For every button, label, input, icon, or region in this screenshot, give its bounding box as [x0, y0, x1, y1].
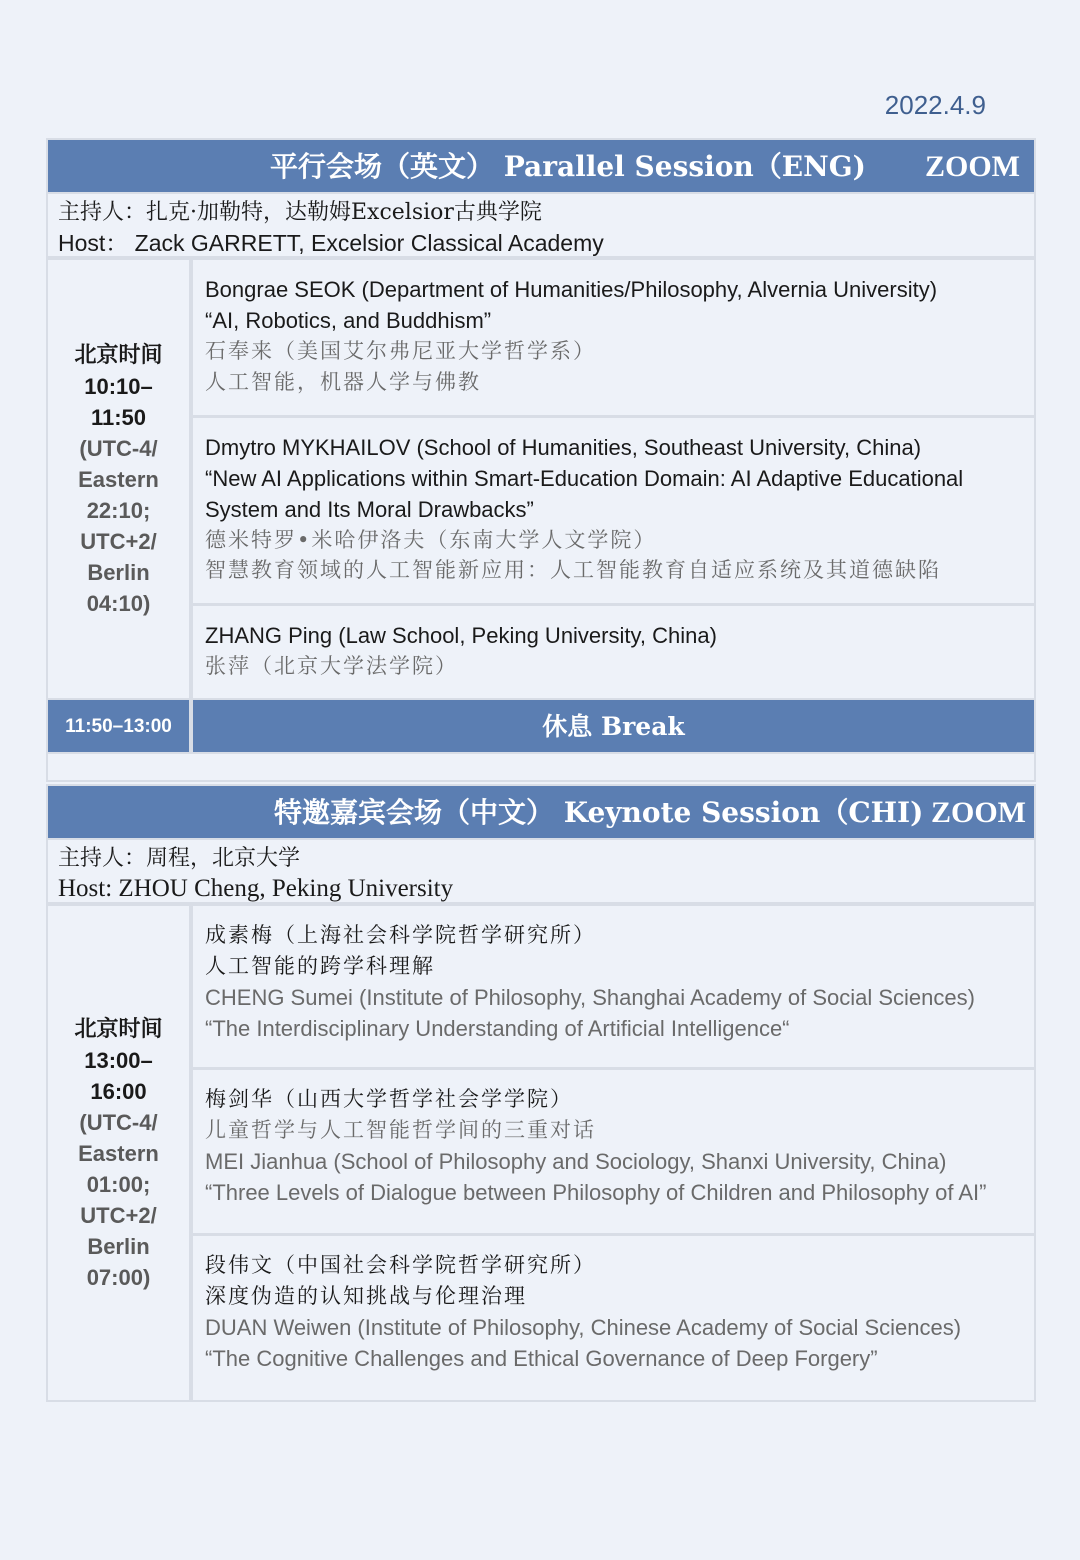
- speaker-name-en: Bongrae SEOK (Department of Humanities/Philosophy, Alvernia University): [205, 277, 938, 302]
- talk-title-en: “The Interdisciplinary Understanding of Artificial Intelligence“: [205, 1016, 790, 1041]
- speaker-name-cn: 德米特罗•米哈伊洛夫（东南大学人文学院）: [205, 528, 657, 552]
- parallel-session-table: [46, 138, 1036, 782]
- time-label: 北京时间: [74, 341, 163, 368]
- speaker-name-cn: 石奉来（美国艾尔弗尼亚大学哲学系）: [205, 339, 596, 363]
- talk-title-en: “New AI Applications within Smart-Education Domain: AI Adaptive Educational System and Its Moral Drawbacks”: [205, 466, 964, 522]
- host-cn: 主持人：周程，北京大学: [58, 846, 301, 871]
- session-time: [48, 906, 193, 1400]
- host-en: Host: ZHOU Cheng, Peking University: [58, 875, 454, 902]
- time-range-start: 13:00–: [84, 1047, 153, 1073]
- speaker-name-en: Dmytro MYKHAILOV (School of Humanities, Southeast University, China): [205, 435, 922, 460]
- talk-title-en: “AI, Robotics, and Buddhism”: [205, 308, 492, 333]
- session-body: [48, 906, 1034, 1400]
- talk-title-cn: 智慧教育领域的人工智能新应用：人工智能教育自适应系统及其道德缺陷: [205, 558, 941, 582]
- timezone-line: Eastern: [78, 1140, 159, 1166]
- schedule-date: 2022.4.9: [884, 90, 986, 120]
- keynote-session-table: [46, 784, 1036, 1402]
- talk-title-cn: 人工智能，机器人学与佛教: [205, 370, 481, 394]
- timezone-line: UTC+2/: [80, 528, 157, 554]
- time-range-start: 10:10–: [84, 373, 153, 399]
- speaker-entry: [193, 606, 1034, 698]
- time-range-end: 16:00: [90, 1078, 147, 1104]
- talk-title-cn: 深度伪造的认知挑战与伦理治理: [205, 1284, 527, 1308]
- timezone-line: Berlin: [87, 559, 150, 585]
- timezone-line: Berlin: [87, 1233, 150, 1259]
- speaker-entry: [193, 1236, 1034, 1400]
- speaker-name-en: ZHANG Ping (Law School, Peking University, China): [205, 623, 717, 648]
- talk-title-en: “The Cognitive Challenges and Ethical Governance of Deep Forgery”: [205, 1346, 878, 1371]
- speaker-name-cn: 成素梅（上海社会科学院哲学研究所）: [205, 923, 596, 947]
- timezone-line: UTC+2/: [80, 1202, 157, 1228]
- speaker-name-en: MEI Jianhua (School of Philosophy and Sociology, Shanxi University, China): [205, 1149, 947, 1174]
- timezone-line: 04:10): [86, 590, 151, 616]
- speaker-entry: [193, 418, 1034, 606]
- timezone-line: 01:00;: [86, 1171, 151, 1197]
- platform-label: ZOOM: [925, 150, 1020, 183]
- speaker-entry: [193, 260, 1034, 418]
- timezone-line: Eastern: [78, 466, 159, 492]
- speaker-name-cn: 段伟文（中国社会科学院哲学研究所）: [205, 1253, 596, 1277]
- host-en: Host： Zack GARRETT, Excelsior Classical Academy: [58, 230, 604, 256]
- speaker-name-cn: 张萍（北京大学法学院）: [205, 654, 458, 678]
- timezone-line: (UTC-4/: [79, 1109, 158, 1135]
- timezone-line: 07:00): [86, 1264, 151, 1290]
- break-row: [48, 698, 1034, 752]
- talk-title-en: “Three Levels of Dialogue between Philosophy of Children and Philosophy of AI”: [205, 1180, 987, 1205]
- time-label: 北京时间: [74, 1015, 163, 1042]
- speaker-name-en: DUAN Weiwen (Institute of Philosophy, Chinese Academy of Social Sciences): [205, 1315, 962, 1340]
- timezone-line: 22:10;: [86, 497, 151, 523]
- talk-title-cn: 儿童哲学与人工智能哲学间的三重对话: [205, 1118, 596, 1142]
- time-range-end: 11:50: [90, 404, 147, 430]
- break-time: 11:50–13:00: [48, 700, 193, 752]
- speaker-name-cn: 梅剑华（山西大学哲学社会学学院）: [205, 1087, 573, 1111]
- host-cn: 主持人：扎克·加勒特，达勒姆Excelsior古典学院: [58, 200, 542, 225]
- session-title: 特邀嘉宾会场（中文） Keynote Session（CHI): [274, 796, 924, 829]
- session-header: [48, 140, 1034, 194]
- session-time: [48, 260, 193, 698]
- speaker-list: [193, 906, 1034, 1400]
- session-title: 平行会场（英文） Parallel Session（ENG): [270, 150, 866, 183]
- session-host: [48, 840, 1034, 906]
- session-host: [48, 194, 1034, 260]
- platform-label: ZOOM: [931, 796, 1026, 829]
- talk-title-cn: 人工智能的跨学科理解: [205, 954, 435, 978]
- speaker-name-en: CHENG Sumei (Institute of Philosophy, Shanghai Academy of Social Sciences): [205, 985, 975, 1010]
- timezone-line: (UTC-4/: [79, 435, 158, 461]
- session-header: [48, 786, 1034, 840]
- break-label: 休息 Break: [193, 700, 1034, 752]
- speaker-entry: [193, 906, 1034, 1070]
- speaker-list: [193, 260, 1034, 698]
- speaker-entry: [193, 1070, 1034, 1236]
- spacer-row: [48, 752, 1034, 780]
- session-body: [48, 260, 1034, 698]
